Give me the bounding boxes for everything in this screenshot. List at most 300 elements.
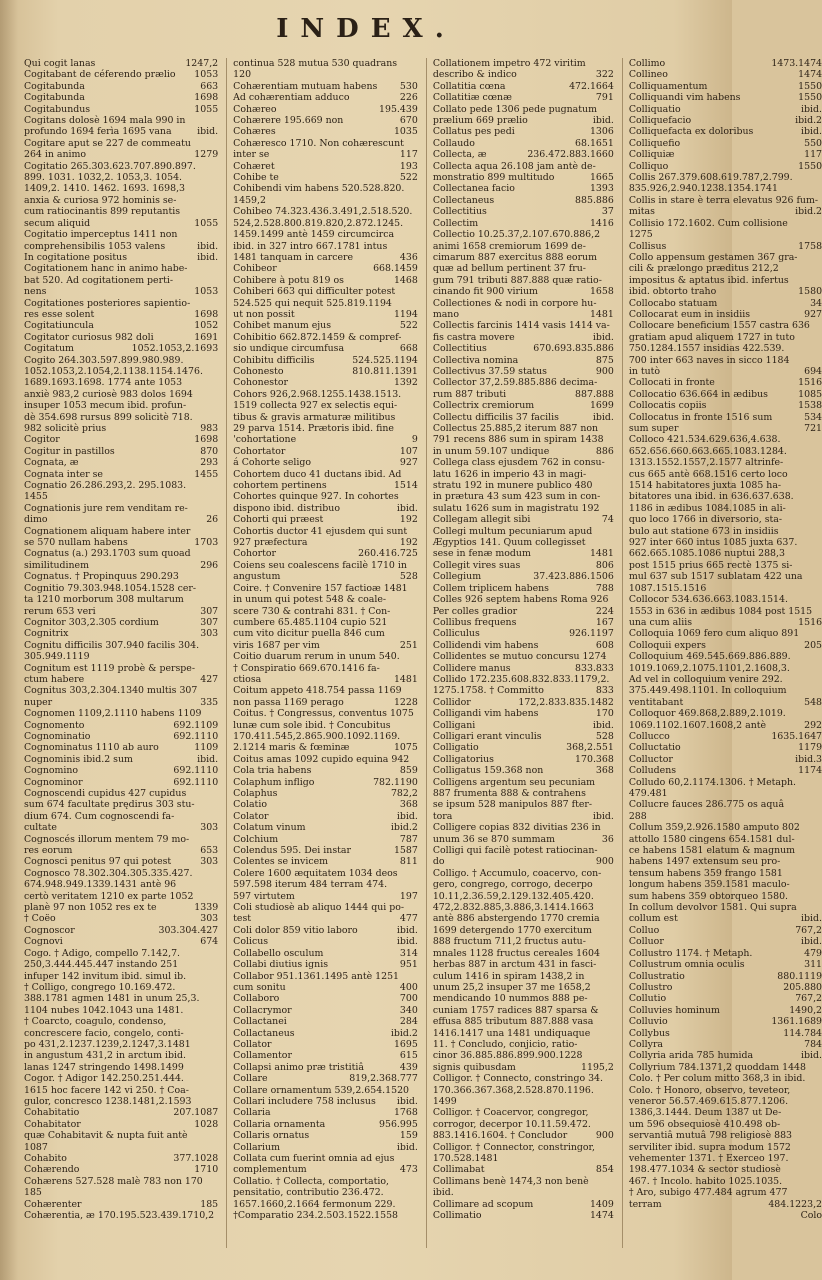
index-entry xyxy=(233,628,418,639)
index-entry xyxy=(233,389,418,400)
index-entry xyxy=(433,548,614,559)
index-entry-text: 1275.1758. † Committo xyxy=(432,685,544,697)
index-entry-ref: 668.1459 xyxy=(373,263,418,275)
index-entry-ref: 172,2.833.835.1482 xyxy=(518,696,614,708)
index-entry-text: 597 virtutem xyxy=(233,890,295,902)
index-entry-text: 1689.1693.1698. 1774 ante 1053 xyxy=(24,377,183,389)
index-entry xyxy=(433,389,614,400)
index-entry xyxy=(629,126,822,137)
index-entry xyxy=(24,469,218,480)
index-entry xyxy=(629,1062,822,1073)
index-entry xyxy=(24,902,218,913)
index-entry-text: 198.477.1034 & sector studiosè xyxy=(628,1164,781,1176)
index-entry-text: Cogitans dolosè 1694 mala 990 in xyxy=(24,115,186,127)
index-entry-text: bitatores una ibid. in 636.637.638. xyxy=(628,491,794,503)
index-entry-ref: 900 xyxy=(595,1130,614,1142)
index-entry xyxy=(24,457,218,468)
index-entry xyxy=(433,81,614,92)
index-entry-ref: 791 xyxy=(595,92,614,104)
index-entry xyxy=(629,834,822,845)
index-entry-text: ta 1210 morborum 308 multarum xyxy=(24,594,184,606)
index-entry xyxy=(233,126,418,137)
index-entry-text: Cohorti qui præest xyxy=(233,514,324,526)
index-entry xyxy=(24,1187,218,1198)
index-entry-ref: ibid. xyxy=(396,1095,418,1107)
index-entry-text: 1313.1552.1557,2.1577 altrinfe- xyxy=(628,457,784,469)
index-entry-text: describo & indico xyxy=(432,69,517,81)
index-entry-ref: ibid. xyxy=(396,502,418,514)
index-entry-text: sese in fenæ modum xyxy=(432,548,531,560)
index-entry-ref: 1691 xyxy=(194,331,219,343)
index-entry-text: Cohortor xyxy=(233,548,277,560)
index-entry xyxy=(433,1005,614,1016)
index-entry-text: Colliquo xyxy=(628,160,669,172)
index-entry-ref: 207.1087 xyxy=(173,1107,219,1119)
index-entry-text: animi 1658 cremiorum 1699 de- xyxy=(432,240,586,252)
index-entry xyxy=(233,423,418,434)
index-entry xyxy=(233,537,418,548)
index-entry xyxy=(433,1130,614,1141)
index-entry xyxy=(233,731,418,742)
index-entry xyxy=(433,343,614,354)
index-entry-ref: 833 xyxy=(595,685,614,697)
index-entry-text: 29 parva 1514. Prætoris ibid. fine xyxy=(233,423,394,434)
index-entry xyxy=(433,1073,614,1084)
index-entry-text: cultate xyxy=(24,822,57,834)
index-entry-text: Cognatus (a.) 293.1703 sum quoad xyxy=(24,548,191,560)
index-entry xyxy=(24,754,218,765)
index-entry-text: 11. † Concludo, conjicio, ratio- xyxy=(432,1038,578,1050)
index-entry-ref: 436 xyxy=(399,251,418,263)
index-entry xyxy=(433,1039,614,1050)
index-entry xyxy=(629,548,822,559)
index-entry xyxy=(629,1199,822,1210)
index-entry-text: In cogitatione positus xyxy=(24,251,128,263)
index-entry xyxy=(433,583,614,594)
index-entry-text: Collectim xyxy=(432,217,479,229)
index-entry xyxy=(433,457,614,468)
index-entry xyxy=(24,138,218,149)
index-entry-text: cili & prælongo præditus 212,2 xyxy=(628,263,779,275)
index-entry-ref: 1474 xyxy=(798,69,822,81)
index-entry xyxy=(629,434,822,445)
index-entry-text: 120 xyxy=(233,69,252,81)
index-entry-text: Cohærenter xyxy=(24,1198,82,1210)
index-entry-ref: 114.784 xyxy=(783,1027,822,1039)
index-entry-ref: 663 xyxy=(200,80,219,92)
index-entry-text: habens 1497 extensum seu pro- xyxy=(628,856,781,868)
index-entry-ref: 1455 xyxy=(194,468,219,480)
index-entry-text: 887 frumenta 888 & contrahens xyxy=(432,788,586,799)
index-entry xyxy=(629,788,822,799)
index-entry-text: 674.948.949.1339.1431 antè 96 xyxy=(24,879,177,891)
index-entry-ref: 870 xyxy=(200,445,219,457)
index-entry-ref: 68.1651 xyxy=(575,137,614,149)
index-entry xyxy=(433,126,614,137)
index-entry-text: cum vito dicitur puella 846 cum xyxy=(233,628,385,640)
index-entry xyxy=(629,1005,822,1016)
index-entry-ref: 439 xyxy=(399,1061,418,1073)
index-entry-text: Cognominatus 1110 ab auro xyxy=(24,742,159,754)
index-entry xyxy=(24,377,218,388)
index-entry-ref: 1538 xyxy=(798,400,822,412)
index-entry-ref: 368,2.551 xyxy=(566,742,614,754)
index-entry xyxy=(433,252,614,263)
index-entry-ref: ibid.2 xyxy=(795,206,822,218)
index-entry-text: secum aliquid xyxy=(24,217,91,229)
index-entry-text: Colligi qui facilè potest ratiocinan- xyxy=(432,845,598,857)
index-entry xyxy=(233,1199,418,1210)
index-entry-text: Cognitor 303,2.305 cordium xyxy=(24,616,159,628)
index-entry-ref: 1053 xyxy=(194,69,219,81)
index-entry-text: inter se xyxy=(233,149,270,161)
index-entry xyxy=(233,571,418,582)
index-entry-ref: ibid. xyxy=(396,1141,418,1153)
index-entry-text: 170.528.1481 xyxy=(432,1153,499,1164)
index-entry-text: Cognata inter se xyxy=(24,468,103,480)
index-entry xyxy=(233,1039,418,1050)
index-entry xyxy=(233,777,418,788)
index-entry-ref: 854 xyxy=(595,1164,614,1176)
index-entry-ref: 311 xyxy=(804,959,822,971)
index-entry-text: Collactanei xyxy=(233,1016,287,1028)
index-entry xyxy=(433,275,614,286)
index-entry-text: cohortem pertinens xyxy=(233,480,327,492)
index-entry xyxy=(233,298,418,309)
index-entry xyxy=(24,1119,218,1130)
index-entry-text: Collustro 1174. † Metaph. xyxy=(628,947,753,959)
index-entry-text: prælium 669 prælio xyxy=(432,115,528,127)
index-entry-ref: 927 xyxy=(804,308,822,320)
index-entry xyxy=(24,172,218,183)
index-entry xyxy=(433,1187,614,1198)
index-entry-ref: 1658 xyxy=(589,286,614,298)
index-entry xyxy=(433,58,614,69)
index-entry-text: latu 1626 in imperio 43 in magi- xyxy=(432,468,587,480)
index-entry-text: Cogitur in pastillos xyxy=(24,445,115,457)
index-column-3 xyxy=(426,58,614,1248)
index-entry-text: in unum qui potest 548 & coale- xyxy=(233,594,387,606)
index-entry xyxy=(233,332,418,343)
index-entry xyxy=(233,92,418,103)
index-entry-text: Cogitabunda xyxy=(24,80,85,92)
index-entry-text: monstratio 899 multitudo xyxy=(432,172,555,184)
index-entry xyxy=(233,1187,418,1198)
index-entry-text: se 570 nullam habens xyxy=(24,537,128,549)
index-entry-ref: 192 xyxy=(399,514,418,526)
index-entry xyxy=(24,583,218,594)
index-entry-text: non passa 1169 perago xyxy=(233,696,344,708)
index-entry-text: Cohærens 527.528 malè 783 non 170 xyxy=(24,1175,203,1187)
index-entry xyxy=(233,161,418,172)
index-entry xyxy=(629,708,822,719)
index-entry xyxy=(629,845,822,856)
index-entry xyxy=(629,309,822,320)
index-entry xyxy=(433,434,614,445)
index-entry-ref: 303 xyxy=(200,628,219,640)
index-entry-text: Collegi multum pecuniarum apud xyxy=(432,525,593,537)
index-entry-text: Cognosco 78.302.304.305.335.427. xyxy=(24,867,193,879)
index-entry-ref: 9 xyxy=(411,434,418,446)
index-entry xyxy=(629,742,822,753)
index-entry-text: Ad vel in colloquium venire 292. xyxy=(628,673,783,685)
index-entry xyxy=(24,115,218,126)
index-entry-ref: 548 xyxy=(804,696,822,708)
index-entry xyxy=(24,663,218,674)
index-entry xyxy=(433,218,614,229)
index-entry xyxy=(233,583,418,594)
index-entry xyxy=(24,1028,218,1039)
index-entry-ref: ibid. xyxy=(197,251,219,263)
index-entry xyxy=(629,913,822,924)
index-entry-text: Per colles gradior xyxy=(432,605,518,617)
index-entry xyxy=(433,971,614,982)
index-entry-text: sio undique circumfusa xyxy=(233,343,345,355)
index-entry-ref: 260.416.725 xyxy=(358,548,418,560)
index-entry xyxy=(433,959,614,970)
index-entry xyxy=(629,115,822,126)
index-entry xyxy=(24,537,218,548)
index-entry-text: Collimabat xyxy=(432,1164,485,1176)
index-entry-ref: 472.1664 xyxy=(569,80,614,92)
index-entry xyxy=(629,571,822,582)
index-entry xyxy=(233,1062,418,1073)
index-entry xyxy=(24,434,218,445)
index-entry xyxy=(24,936,218,947)
index-entry xyxy=(233,720,418,731)
index-entry xyxy=(24,1050,218,1061)
index-entry-text: ctum habere xyxy=(24,673,85,685)
index-entry-ref: 806 xyxy=(595,559,614,571)
index-entry-text: † Coëo xyxy=(24,913,56,925)
index-entry-text: Cohibitu difficilis xyxy=(233,354,315,366)
index-entry-text: 899. 1031. 1032,2. 1053,3. 1054. xyxy=(24,172,183,184)
index-entry-ref: 37 xyxy=(601,206,614,218)
index-entry xyxy=(433,777,614,788)
index-entry-text: Cohortator xyxy=(233,445,286,457)
index-entry-ref: 1339 xyxy=(194,902,219,914)
index-entry xyxy=(629,617,822,628)
index-entry-text: Collocatus in fronte 1516 sum xyxy=(628,411,773,423)
index-entry xyxy=(233,104,418,115)
index-entry xyxy=(233,491,418,502)
index-entry-text: Ægyptios 141. Quum collegisset xyxy=(432,537,586,549)
index-entry xyxy=(433,674,614,685)
index-entry-text: Cognomento xyxy=(24,719,85,731)
index-entry xyxy=(24,913,218,924)
index-entry xyxy=(629,982,822,993)
index-entry xyxy=(233,1176,418,1187)
index-entry xyxy=(233,617,418,628)
index-entry-text: Cohæret xyxy=(233,160,275,172)
index-entry-ref: 205 xyxy=(804,639,822,651)
index-entry xyxy=(433,1142,614,1153)
index-entry-ref: 784 xyxy=(804,1038,822,1050)
index-entry-ref: 224 xyxy=(595,605,614,617)
index-entry xyxy=(233,320,418,331)
index-entry-text: Colliculus xyxy=(432,628,480,640)
index-entry xyxy=(233,81,418,92)
index-entry-text: Collabor 951.1361.1495 antè 1251 xyxy=(233,970,399,982)
index-entry-text: Collatus pes pedi xyxy=(432,126,515,138)
index-entry-text: Collibus frequens xyxy=(432,616,517,628)
index-entry-text: attollo 1580 cingens 654.1581 dul- xyxy=(628,833,795,845)
index-entry-ref: 303 xyxy=(200,913,219,925)
index-entry xyxy=(233,560,418,571)
index-entry-text: profundo 1694 ferìa 1695 vana xyxy=(24,126,172,138)
index-entry-text: Collectitius xyxy=(432,206,487,218)
index-entry-text: similitudinem xyxy=(24,559,89,571)
index-entry xyxy=(233,514,418,525)
index-entry-text: Cogitor xyxy=(24,434,60,446)
index-entry-text: cinando fit 900 virium xyxy=(432,286,538,298)
index-entry xyxy=(433,69,614,80)
index-entry-text: Colchium xyxy=(233,833,279,845)
index-entry-text: sulatu 1626 sum in magistratu 192 xyxy=(432,502,600,514)
index-entry-text: Colligens argentum seu pecuniam xyxy=(432,776,596,788)
index-entry-text: Cogitatio imperceptus 1411 non xyxy=(24,229,178,241)
index-entry-ref: 1109 xyxy=(194,742,219,754)
index-entry-text: Collatitia cœna xyxy=(432,80,506,92)
index-entry xyxy=(24,856,218,867)
index-entry xyxy=(24,286,218,297)
index-entry-ref: 1306 xyxy=(589,126,614,138)
index-entry xyxy=(629,480,822,491)
index-entry xyxy=(629,868,822,879)
index-entry-text: Cognominis ibid.2 sum xyxy=(24,753,133,765)
index-entry xyxy=(433,480,614,491)
index-entry-text: Cohabito xyxy=(24,1153,67,1164)
index-entry xyxy=(233,811,418,822)
index-entry-text: Colliquefacta ex doloribus xyxy=(628,126,754,138)
index-entry-ref: 1055 xyxy=(194,217,219,229)
index-entry-text: Colligor. † Connecto, constringo 34. xyxy=(432,1073,603,1085)
index-entry-text: Cogitator curiosus 982 doli xyxy=(24,331,154,343)
index-entry xyxy=(233,856,418,867)
index-entry-ref: 236.472.883.1660 xyxy=(527,149,614,161)
index-entry-text: Collectio 10.25.37,2.107.670.886,2 xyxy=(432,229,601,241)
index-entry-text: Cohæresco 1710. Non cohærescunt xyxy=(233,137,404,149)
index-entry-ref: 1085 xyxy=(798,388,822,400)
index-entry-text: Collineo xyxy=(628,69,668,81)
index-entry-text: 1409,2. 1410. 1462. 1693. 1698,3 xyxy=(24,183,186,195)
index-entry-text: Collacrymor xyxy=(233,1004,292,1016)
index-entry-ref: 1053 xyxy=(194,286,219,298)
index-entry xyxy=(433,298,614,309)
index-entry xyxy=(629,971,822,982)
index-entry-ref: 1516 xyxy=(798,616,822,628)
index-entry-text: Cogitationem hanc in animo habe- xyxy=(24,263,188,275)
index-entry-ref: 37.423.886.1506 xyxy=(533,571,614,583)
index-entry xyxy=(433,822,614,833)
index-entry-text: 1052.1053,2.1054,2.1138.1154.1476. xyxy=(24,365,203,377)
index-entry-ref: 811 xyxy=(399,856,418,868)
index-entry-text: sum 674 facultate prędirus 303 stu- xyxy=(24,799,195,811)
index-entry xyxy=(629,560,822,571)
index-entry-text: Collaboro xyxy=(233,993,280,1005)
index-entry xyxy=(24,526,218,537)
index-entry xyxy=(433,1107,614,1118)
index-entry-text: Collabello osculum xyxy=(233,947,324,959)
index-entry-ref: 1481 xyxy=(589,308,614,320)
index-entry xyxy=(24,548,218,559)
index-entry-ref: 1516 xyxy=(798,377,822,389)
index-entry-ref: 1699 xyxy=(589,400,614,412)
index-entry xyxy=(24,651,218,662)
index-entry xyxy=(233,412,418,423)
index-entry-ref: 926.1197 xyxy=(569,628,614,640)
index-entry xyxy=(629,69,822,80)
index-entry-text: 524.525 qui nequit 525.819.1194 xyxy=(233,297,392,309)
index-entry-ref: 670 xyxy=(399,115,418,127)
index-entry-text: 524,2.528.800.819.820,2.872.1245. xyxy=(233,217,404,229)
index-entry xyxy=(24,799,218,810)
index-entry-ref: ibid. xyxy=(197,753,219,765)
index-entry-text: Cognitio 79.303.948.1054.1528 cer- xyxy=(24,582,197,594)
index-entry xyxy=(629,218,822,229)
index-entry xyxy=(24,412,218,423)
index-entry-text: Cogitatum xyxy=(24,343,74,355)
index-entry-text: Collapsi animo præ tristitiâ xyxy=(233,1061,364,1073)
index-entry-text: Collator xyxy=(233,1038,272,1050)
index-entry xyxy=(233,252,418,263)
index-entry-text: 1699 detergendo 1770 exercitum xyxy=(432,924,592,936)
index-entry-text: 264 in animo xyxy=(24,149,87,161)
index-entry xyxy=(233,115,418,126)
index-entry xyxy=(24,252,218,263)
index-entry xyxy=(233,263,418,274)
index-entry-text: 388.1781 agmen 1481 in unum 25,3. xyxy=(24,993,200,1005)
index-entry xyxy=(629,491,822,502)
index-entry-text: Colligor. † Coacervor, congregor, xyxy=(432,1107,589,1119)
index-entry xyxy=(629,640,822,651)
index-entry xyxy=(24,241,218,252)
index-entry xyxy=(24,1107,218,1118)
index-entry-ref: 1514 xyxy=(393,480,418,492)
index-entry xyxy=(629,1050,822,1061)
index-entry xyxy=(629,1119,822,1130)
index-entry-ref: 1698 xyxy=(194,308,219,320)
index-entry xyxy=(24,218,218,229)
index-entry-text: rerum 653 veri xyxy=(24,605,96,617)
index-entry-text: Collectu difficilis 37 facilis xyxy=(432,411,559,423)
index-entry-text: 1519 collecta 927 ex selectis equi- xyxy=(233,400,398,412)
index-entry xyxy=(629,229,822,240)
index-entry-ref: 1035 xyxy=(393,126,418,138)
index-entry-text: Collidere manus xyxy=(432,662,511,674)
index-entry-ref: 427 xyxy=(200,673,219,685)
index-entry xyxy=(433,925,614,936)
index-entry-ref: 307 xyxy=(200,605,219,617)
index-entry xyxy=(433,731,614,742)
index-entry-ref: ibid. xyxy=(592,719,614,731)
index-entry-text: cuniam 1757 radices 887 sparsa & xyxy=(432,1004,599,1016)
index-entry-text: Cohortem duco 41 ductans ibid. Ad xyxy=(233,468,402,480)
index-entry-text: res eorum xyxy=(24,845,73,857)
index-entry-text: 652.656.660.663.665.1083.1284. xyxy=(628,445,787,457)
index-entry xyxy=(24,229,218,240)
index-entry-text: se ipsum 528 manipulos 887 fter- xyxy=(432,799,593,811)
index-entry xyxy=(629,161,822,172)
index-entry-text: Collega class ejusdem 762 in consu- xyxy=(432,457,605,469)
index-entry-ref: 226 xyxy=(399,92,418,104)
index-entry xyxy=(629,993,822,1004)
index-entry-ref: ibid. xyxy=(801,103,822,115)
index-entry-text: 927 inter 660 intus 1085 juxta 637. xyxy=(628,537,798,549)
index-entry-text: ce habens 1581 elatum & magnum xyxy=(628,845,796,857)
index-entry xyxy=(233,446,418,457)
index-entry-text: 662.665.1085.1086 nuptui 288,3 xyxy=(628,548,785,560)
